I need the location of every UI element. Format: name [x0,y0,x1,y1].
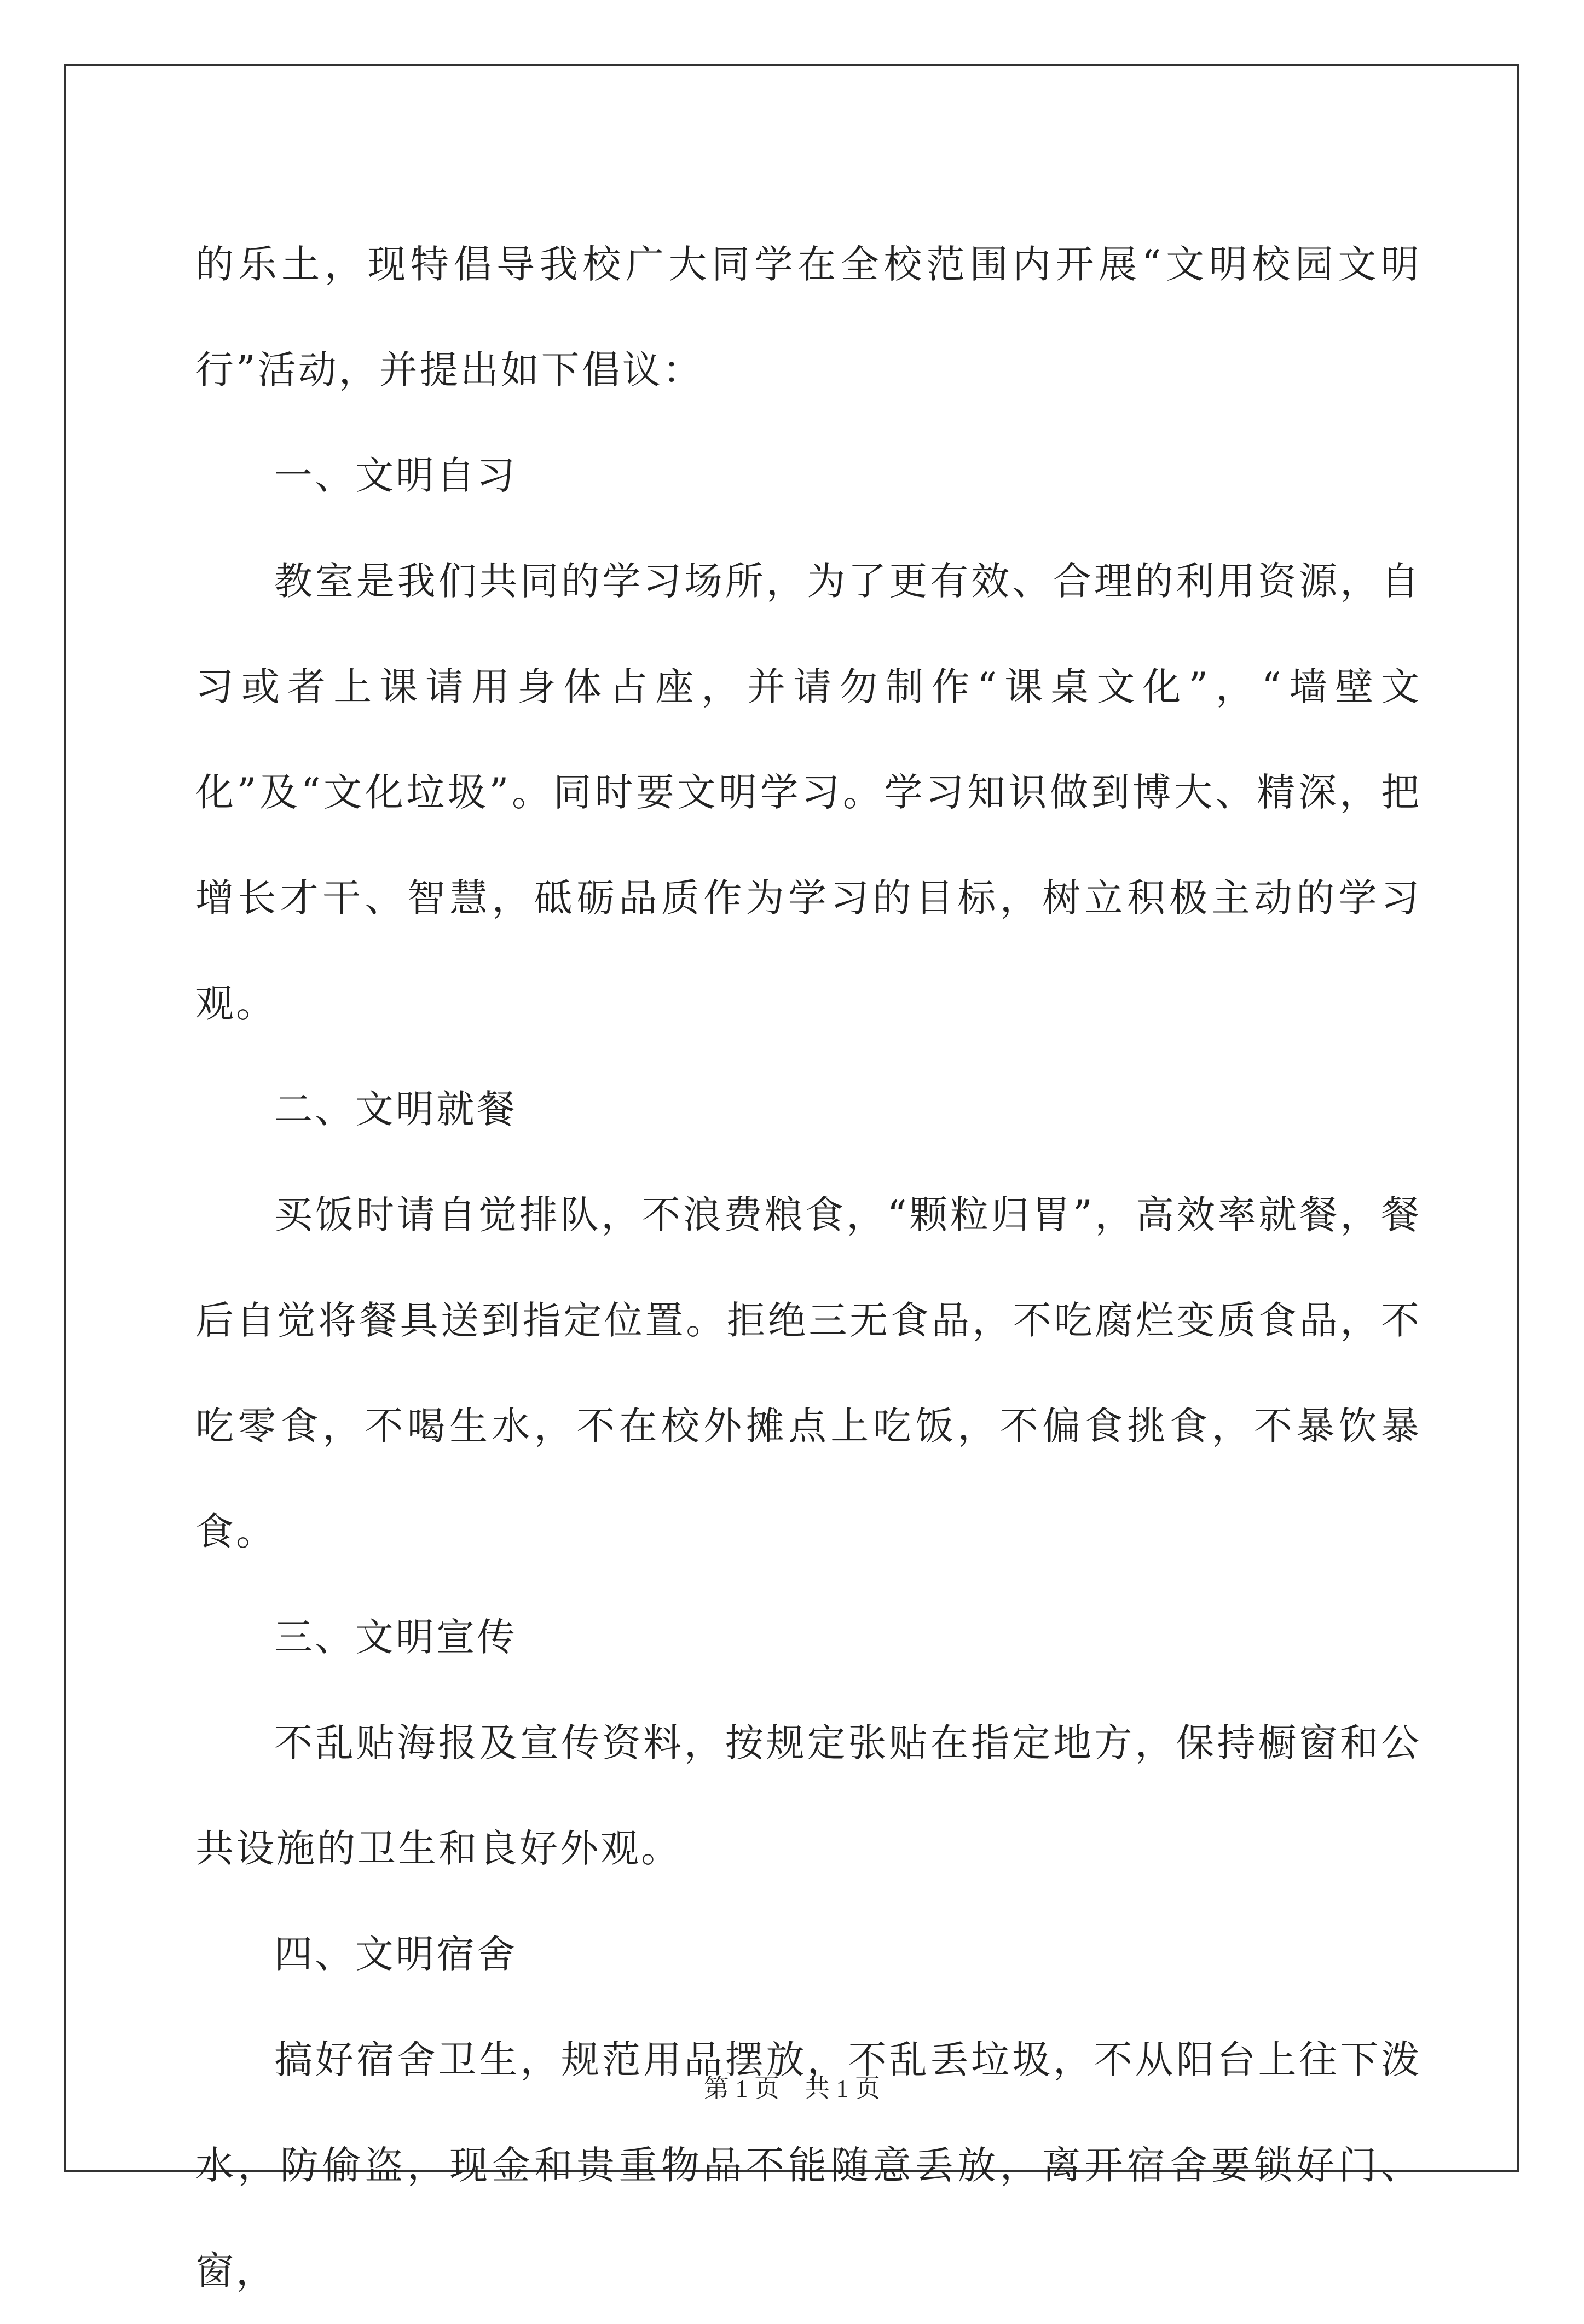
paragraph-intro: 的乐土，现特倡导我校广大同学在全校范围内开展“文明校园文明行”活动，并提出如下倡议： [195,242,1421,392]
paragraph-self-study: 教室是我们共同的学习场所，为了更有效、合理的利用资源，自习或者上课请用身体占座，并请勿制作“课桌文化”，“墙壁文化”及“文化垃圾”。同时要文明学习。学习知识做到博大、精深，把增长才干、智慧，砥砺品质作为学习的目标，树立积极主动的学习观。 [195,559,1421,1026]
page-footer: 第 1 页 共 1 页 [704,2074,880,2102]
heading-civilized-publicity: 三、文明宣传 [274,1615,517,1660]
paragraph-dining: 买饭时请自觉排队，不浪费粮食，“颗粒归胃”，高效率就餐，餐后自觉将餐具送到指定位置。拒绝三无食品，不吃腐烂变质食品，不吃零食，不喝生水，不在校外摊点上吃饭，不偏食挑食，不暴饮暴食。 [195,1192,1421,1554]
paragraph-publicity: 不乱贴海报及宣传资料，按规定张贴在指定地方，保持橱窗和公共设施的卫生和良好外观。 [195,1720,1421,1871]
heading-civilized-dining: 二、文明就餐 [274,1087,517,1132]
paragraph-dormitory: 搞好宿舍卫生，规范用品摆放，不乱丢垃圾，不从阳台上往下泼水，防偷盗，现金和贵重物品不能随意丢放，离开宿舍要锁好门、窗， [195,2037,1421,2293]
document-body [195,212,1421,2324]
heading-civilized-dormitory: 四、文明宿舍 [274,1932,517,1977]
heading-civilized-self-study: 一、文明自习 [274,453,517,498]
